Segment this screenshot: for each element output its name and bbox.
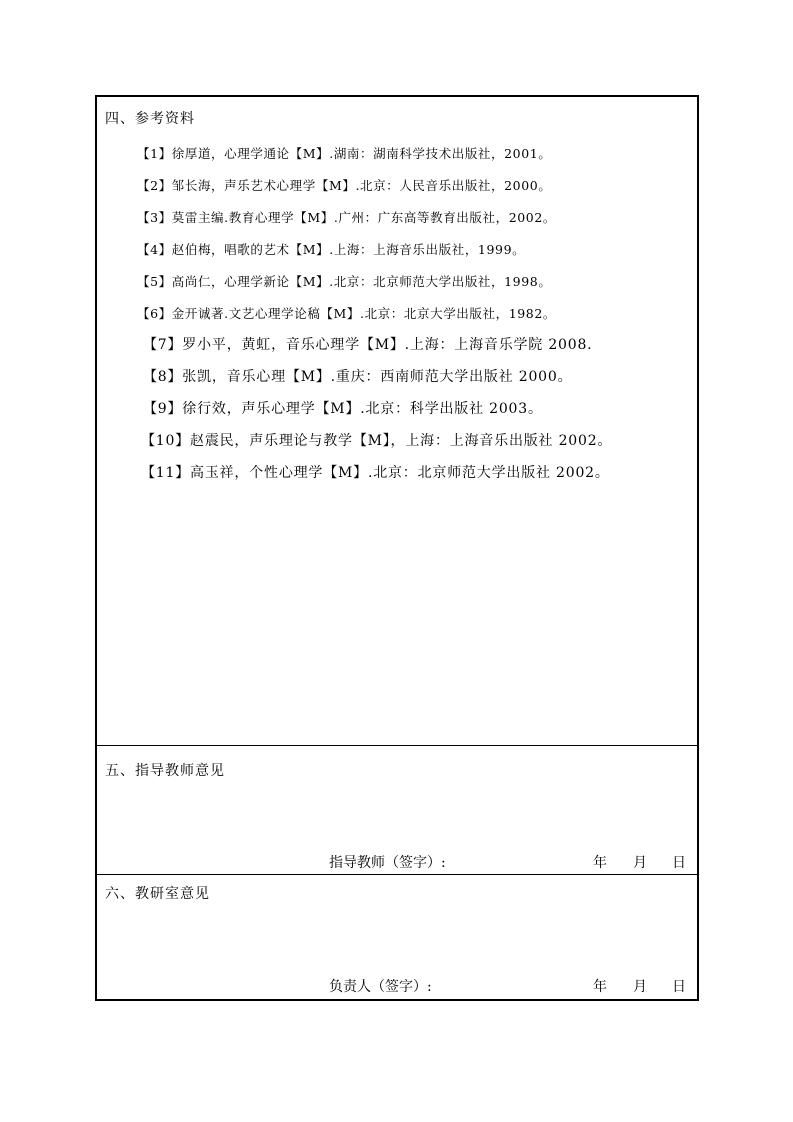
reference-item-6: 【6】金开诚著.文艺心理学论稿【M】.北京：北京大学出版社，1982。 xyxy=(137,306,557,321)
advisor-date-year: 年 xyxy=(593,855,607,871)
reference-item-11: 【11】高玉祥，个性心理学【M】.北京：北京师范大学出版社 2002。 xyxy=(141,465,610,481)
office-opinion-heading: 六、教研室意见 xyxy=(105,886,210,902)
reference-item-10: 【10】赵震民，声乐理论与教学【M】，上海：上海音乐出版社 2002。 xyxy=(141,433,613,449)
office-date-year: 年 xyxy=(593,979,607,995)
references-section xyxy=(97,97,697,746)
opinion-form-table xyxy=(95,95,699,1001)
office-signature-label: 负责人（签字）: xyxy=(329,979,432,995)
advisor-date-month: 月 xyxy=(633,855,647,871)
reference-item-3: 【3】莫雷主编.教育心理学【M】.广州：广东高等教育出版社，2002。 xyxy=(137,210,557,225)
office-date-month: 月 xyxy=(633,979,647,995)
reference-item-7: 【7】罗小平，黄虹，音乐心理学【M】.上海：上海音乐学院 2008. xyxy=(143,337,593,353)
reference-item-5: 【5】高尚仁，心理学新论【M】.北京：北京师范大学出版社，1998。 xyxy=(137,274,552,289)
reference-item-1: 【1】徐厚道，心理学通论【M】.湖南：湖南科学技术出版社，2001。 xyxy=(137,146,552,161)
advisor-opinion-section xyxy=(97,746,697,875)
office-opinion-section xyxy=(97,875,697,1001)
reference-item-9: 【9】徐行效，声乐心理学【M】.北京：科学出版社 2003。 xyxy=(143,401,543,417)
references-heading: 四、参考资料 xyxy=(105,111,195,127)
advisor-signature-label: 指导教师（签字）: xyxy=(329,855,446,871)
office-date-day: 日 xyxy=(672,979,686,995)
advisor-opinion-heading: 五、指导教师意见 xyxy=(105,763,225,779)
reference-item-2: 【2】邹长海，声乐艺术心理学【M】.北京：人民音乐出版社，2000。 xyxy=(137,178,552,193)
reference-item-8: 【8】张凯，音乐心理【M】.重庆：西南师范大学出版社 2000。 xyxy=(143,369,573,385)
advisor-date-day: 日 xyxy=(672,855,686,871)
reference-item-4: 【4】赵伯梅，唱歌的艺术【M】.上海：上海音乐出版社，1999。 xyxy=(137,242,526,257)
